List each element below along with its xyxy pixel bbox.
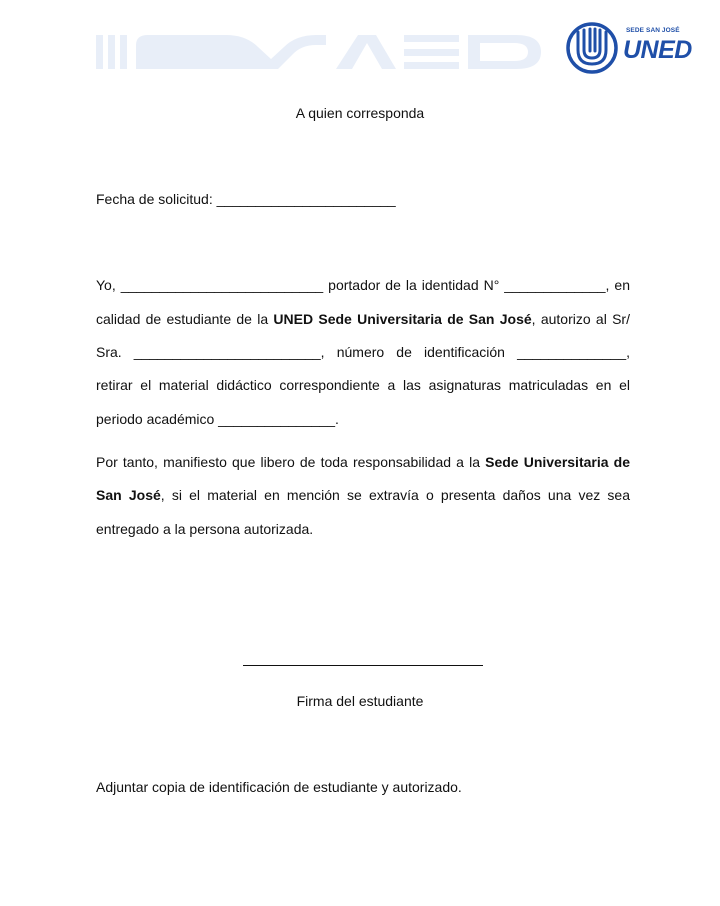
uned-logo xyxy=(566,22,690,78)
authorization-line-2: calidad de estudiante de la UNED Sede Universitaria de San José, autorizo al Sr/ xyxy=(96,311,630,327)
uned-arches-logo-icon xyxy=(566,22,618,74)
footer-note: Adjuntar copia de identificación de estudiante y autorizado. xyxy=(96,779,462,795)
signature-line xyxy=(243,665,483,666)
authorization-line-4: retirar el material didáctico correspondiente a las asignaturas matriculadas en el xyxy=(96,377,630,393)
signature-label: Firma del estudiante xyxy=(296,693,424,709)
liability-line-3: entregado a la persona autorizada. xyxy=(96,521,314,537)
logo-sede-text: SEDE SAN JOSÉ xyxy=(626,27,680,34)
header-banner-graphic xyxy=(96,33,546,71)
authorization-line-3: Sra. ________________________, número de identificación ______________, xyxy=(96,344,630,360)
request-date-field: Fecha de solicitud: _______________________ xyxy=(96,191,396,207)
logo-uned-text: UNED xyxy=(623,36,692,64)
liability-line-2: San José, si el material en mención se extravía o presenta daños una vez sea xyxy=(96,487,630,503)
greeting: A quien corresponda xyxy=(295,105,425,121)
liability-line-1: Por tanto, manifiesto que libero de toda responsabilidad a la Sede Universitaria de xyxy=(96,454,630,470)
authorization-line-5: periodo académico _______________. xyxy=(96,411,339,427)
authorization-line-1: Yo, __________________________ portador de la identidad N° _____________, en xyxy=(96,277,630,293)
